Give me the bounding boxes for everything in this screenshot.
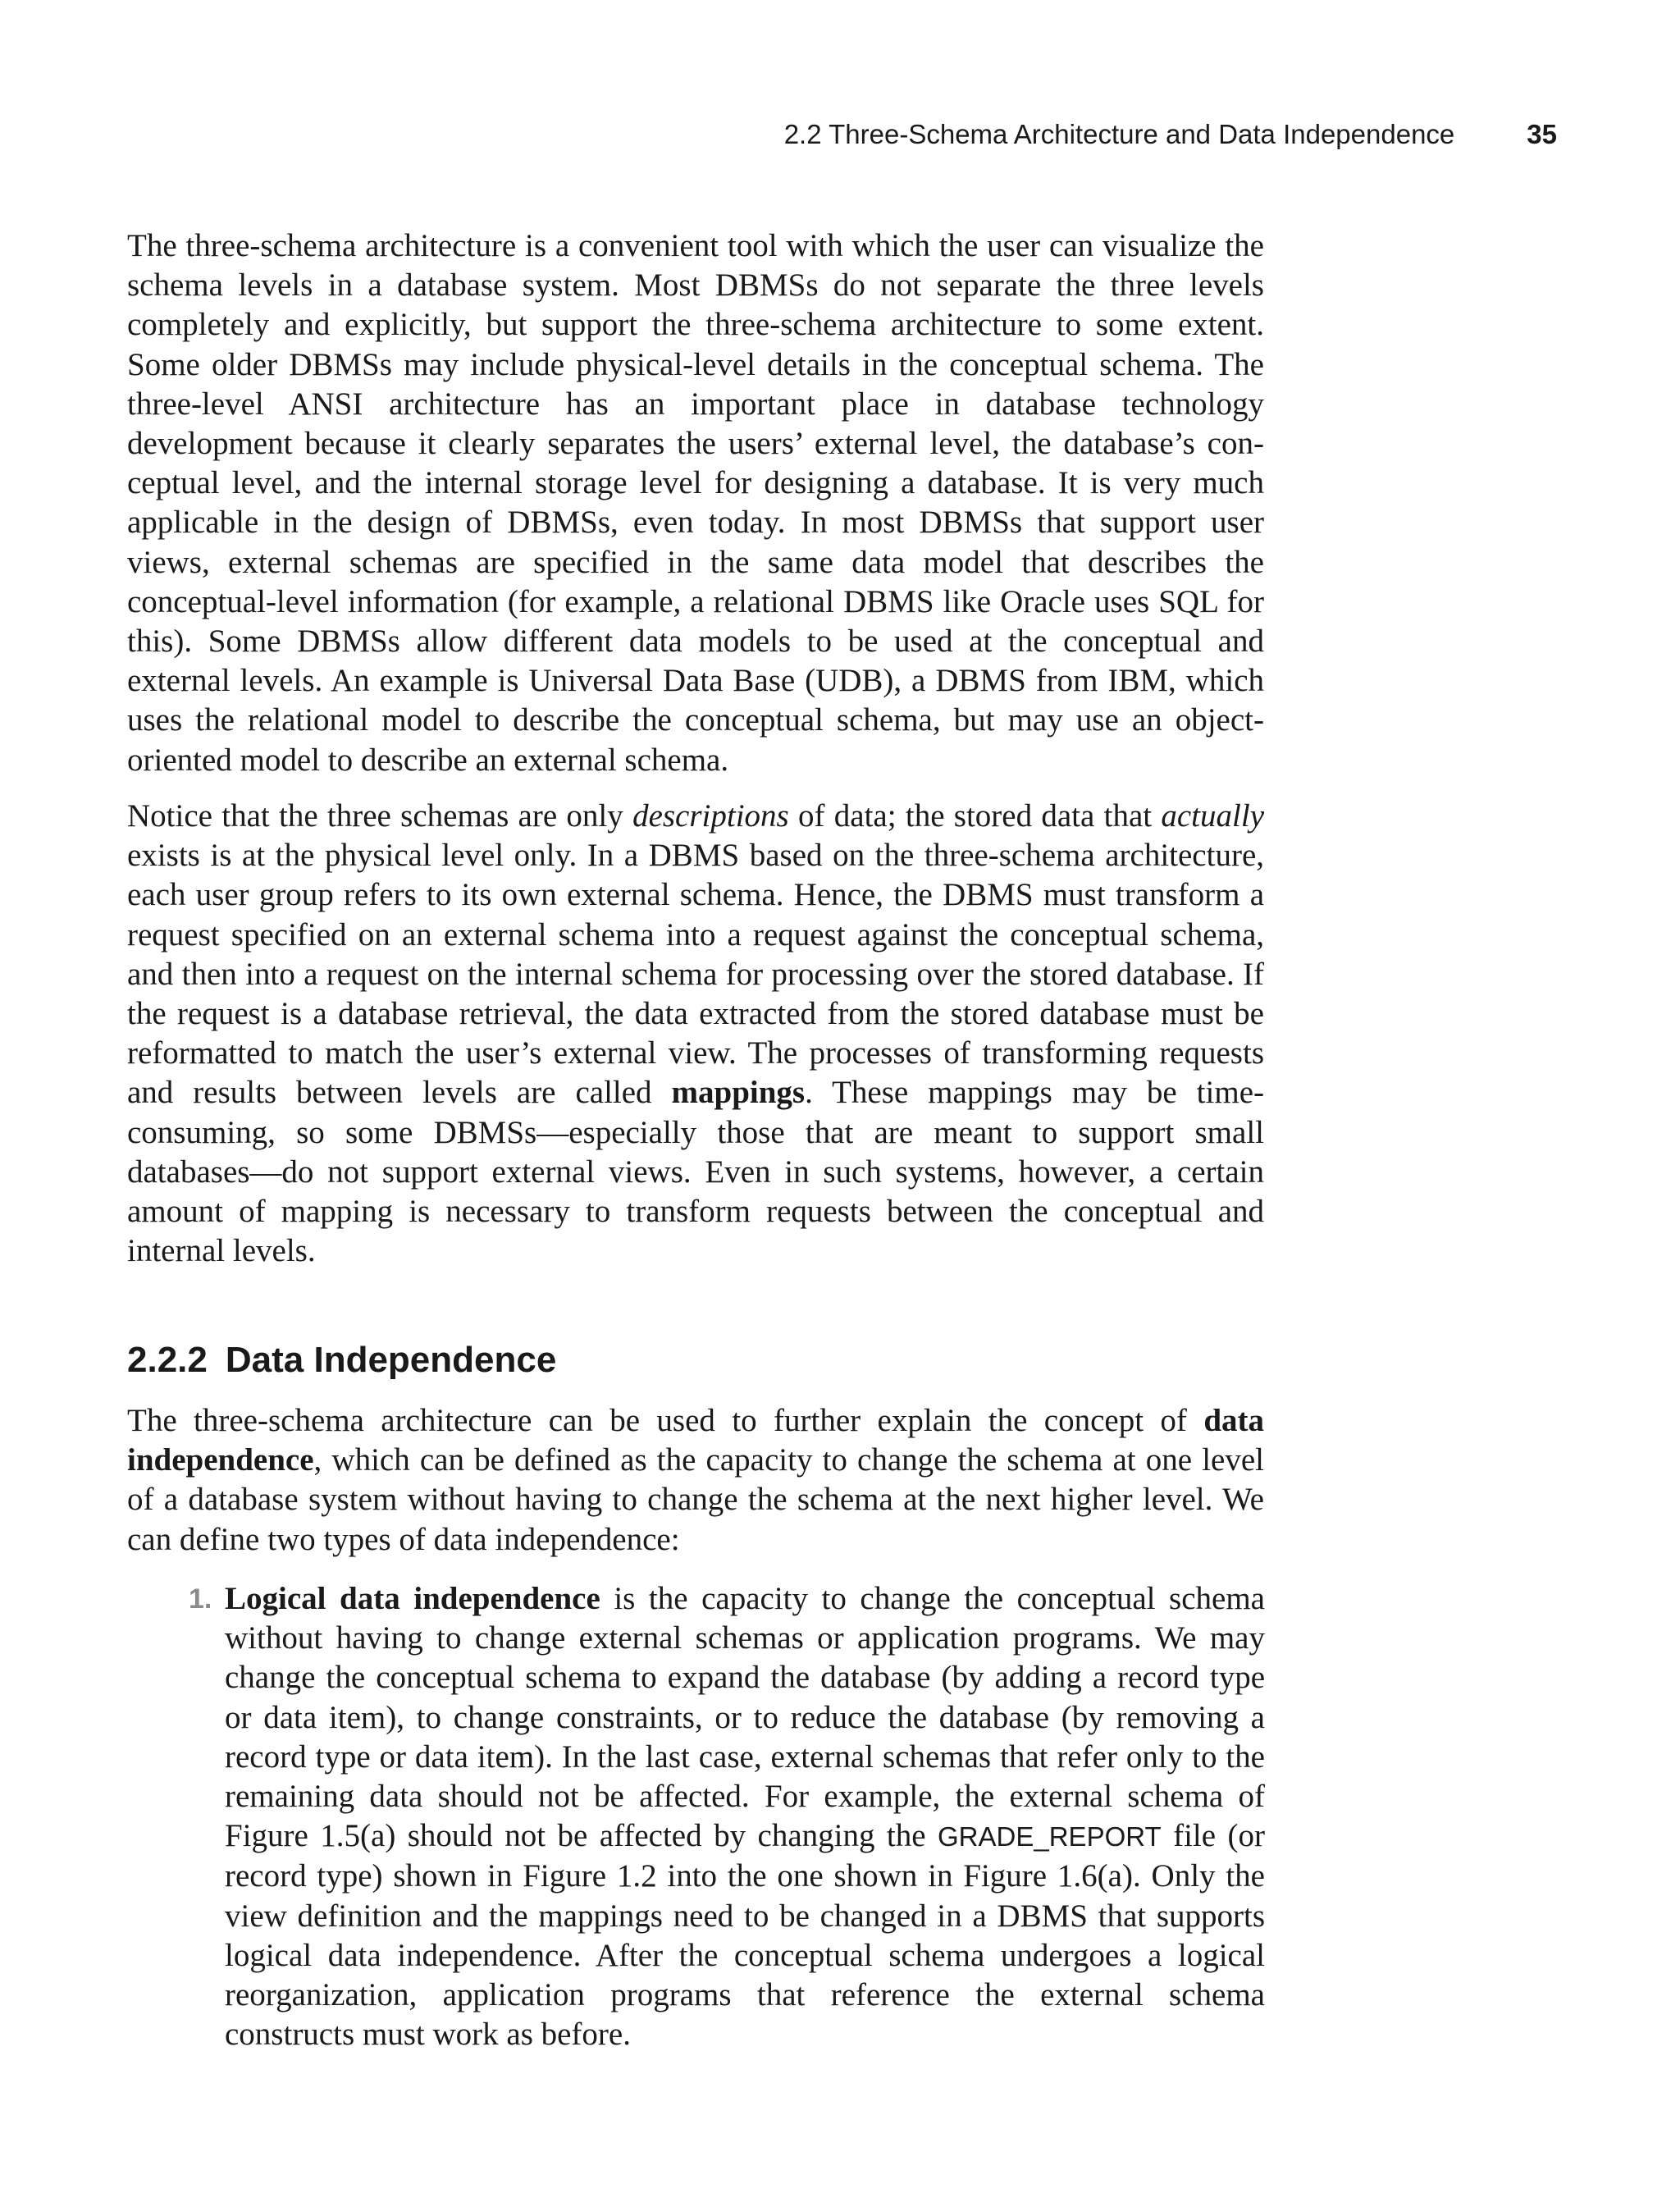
paragraph-text xyxy=(127,797,1264,1271)
running-header xyxy=(0,118,1557,151)
term-logical-data-independence: Logical data independence xyxy=(225,1581,600,1616)
emphasis-actually: actually xyxy=(1161,798,1265,834)
paragraph-mappings xyxy=(127,797,1264,1271)
running-title: 2.2 Three-Schema Architecture and Data Independence xyxy=(783,119,1455,149)
list-marker: 1. xyxy=(189,1583,212,1615)
list-item-text xyxy=(225,1579,1265,2054)
section-title: Data Independence xyxy=(225,1340,557,1380)
term-mappings: mappings xyxy=(671,1075,806,1111)
paragraph-text xyxy=(127,1401,1264,1560)
page-number: 35 xyxy=(1527,119,1557,149)
text-run: of data; the stored data that xyxy=(788,798,1162,834)
text-run: file (or record type) shown in Figure 1.2 into the one shown in Figure 1.6(a). Only the view definition and the mappings need to be changed in a DBMS that supports logical data independence. After the conceptual schema undergoes a logical reorganization, application programs that reference the external schema constructs must work as before. xyxy=(225,1818,1265,2053)
list-item-logical-data-independence xyxy=(189,1579,1265,2054)
paragraph-text: The three-schema architecture is a convenient tool with which the user can visualize the schema levels in a database system. Most DBMSs do not separate the three levels completely and explicitly, but support the three-schema architecture to some extent. Some older DBMSs may include physical-level details in the conceptual schema. The three-level ANSI architecture has an important place in database technology development because it clearly separates the users’ external level, the database’s conceptual level, and the internal storage level for designing a database. It is very much applicable in the design of DBMSs, even today. In most DBMSs that support user views, external schemas are specified in the same data model that describes the conceptual-level information (for example, a relational DBMS like Oracle uses SQL for this). Some DBMSs allow different data models to be used at the conceptual and external levels. An example is Universal Data Base (UDB), a DBMS from IBM, which uses the relational model to describe the conceptual schema, but may use an object-oriented model to describe an external schema. xyxy=(127,228,1264,778)
paragraph-data-independence xyxy=(127,1401,1264,1560)
text-run: . These mappings may be time-consuming, so some DBMSs—especially those that are meant to support small databases—do not support external views. Even in such systems, however, a certain amount of mapping is necessary to transform requests between the conceptual and internal levels. xyxy=(127,1075,1264,1269)
text-run: The three-schema architecture can be used to further explain the concept of xyxy=(127,1403,1204,1438)
section-heading xyxy=(127,1337,556,1383)
code-grade-report: GRADE_REPORT xyxy=(938,1821,1162,1853)
text-run: is the capacity to change the conceptual schema without having to change external schemas or application programs. We may change the conceptual schema to expand the database (by adding a record type or data item), to change constraints, or to reduce the database (by removing a record type or data item). In the last case, external schemas that refer only to the remaining data should not be affected. For example, the external schema of Figure 1.5(a) should not be affected by changing the xyxy=(225,1581,1265,1854)
section-number: 2.2.2 xyxy=(127,1340,208,1380)
text-run: , which can be defined as the capacity to change the schema at one level of a database system without having to change the schema at the next higher level. We can define two types of data independence: xyxy=(127,1442,1264,1557)
paragraph-three-schema-overview xyxy=(127,226,1264,780)
term-data-independence: data independence xyxy=(127,1403,1264,1478)
emphasis-descriptions: descriptions xyxy=(632,798,789,834)
text-run: exists is at the physical level only. In a DBMS based on the three-schema architecture, each user group refers to its own external schema. Hence, the DBMS must transform a request specified on an external schema into a request against the conceptual schema, and then into a request on the internal schema for processing over the stored database. If the request is a database retrieval, the data extracted from the stored database must be reformatted to match the user’s external view. The processes of transforming requests and results between levels are called xyxy=(127,838,1264,1111)
text-run: Notice that the three schemas are only xyxy=(127,798,633,834)
